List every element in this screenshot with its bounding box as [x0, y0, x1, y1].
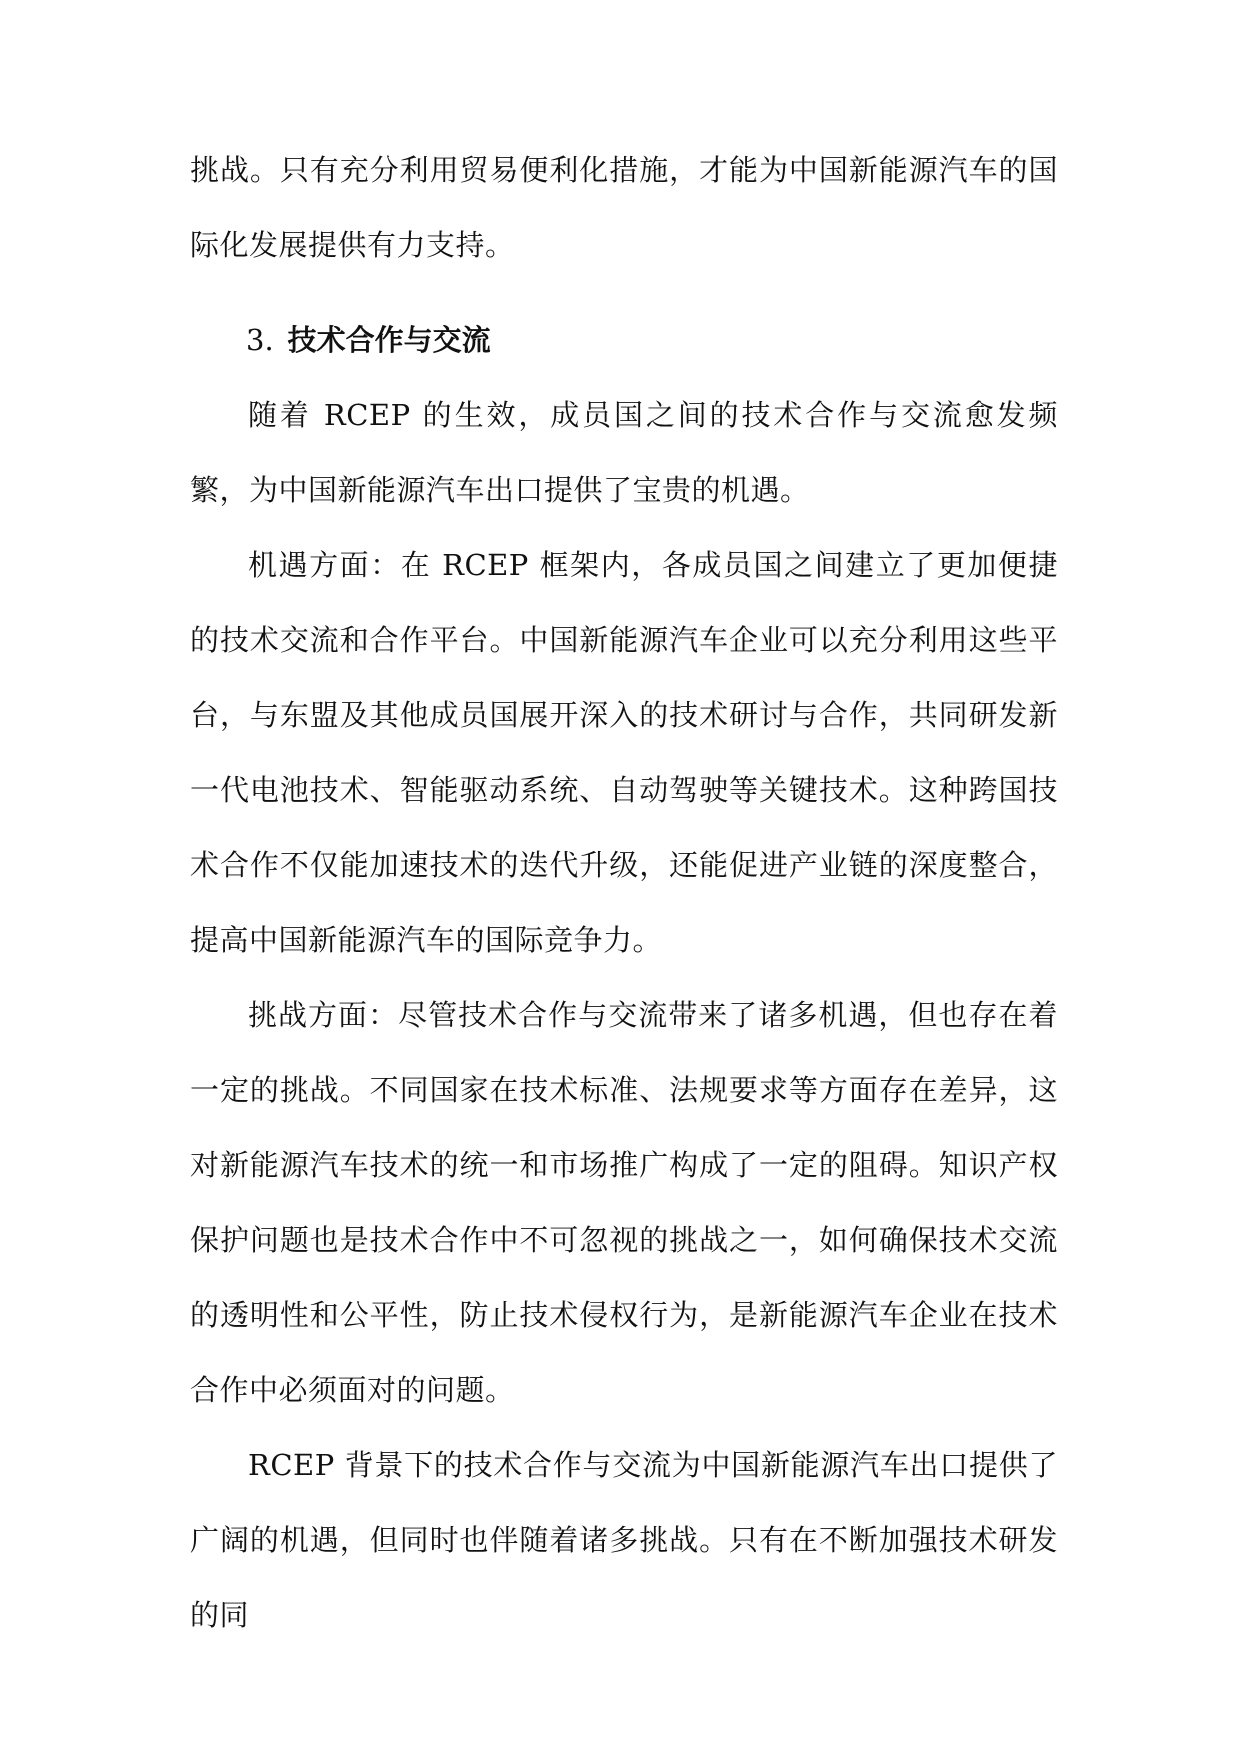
paragraph-challenges: 挑战方面：尽管技术合作与交流带来了诸多机遇，但也存在着一定的挑战。不同国家在技术标准、法规要求等方面存在差异，这对新能源汽车技术的统一和市场推广构成了一定的阻碍。知识产权保护问题也是技术合作中不可忽视的挑战之一，如何确保技术交流的透明性和公平性，防止技术侵权行为，是新能源汽车企业在技术合作中必须面对的问题。	[190, 998, 1058, 1407]
section-heading	[190, 303, 1058, 378]
paragraph-continuation: 挑战。只有充分利用贸易便利化措施，才能为中国新能源汽车的国际化发展提供有力支持。	[190, 153, 1058, 262]
paragraph-intro: 随着 RCEP 的生效，成员国之间的技术合作与交流愈发频繁，为中国新能源汽车出口提供了宝贵的机遇。	[190, 398, 1058, 507]
paragraph-summary: RCEP 背景下的技术合作与交流为中国新能源汽车出口提供了广阔的机遇，但同时也伴随着诸多挑战。只有在不断加强技术研发的同	[190, 1448, 1058, 1632]
paragraph-opportunities: 机遇方面：在 RCEP 框架内，各成员国之间建立了更加便捷的技术交流和合作平台。中国新能源汽车企业可以充分利用这些平台，与东盟及其他成员国展开深入的技术研讨与合作，共同研发新一代电池技术、智能驱动系统、自动驾驶等关键技术。这种跨国技术合作不仅能加速技术的迭代升级，还能促进产业链的深度整合，提高中国新能源汽车的国际竞争力。	[190, 548, 1058, 957]
document-body	[190, 133, 1058, 1653]
section-title: 技术合作与交流	[287, 323, 491, 357]
section-number: 3.	[246, 323, 274, 357]
